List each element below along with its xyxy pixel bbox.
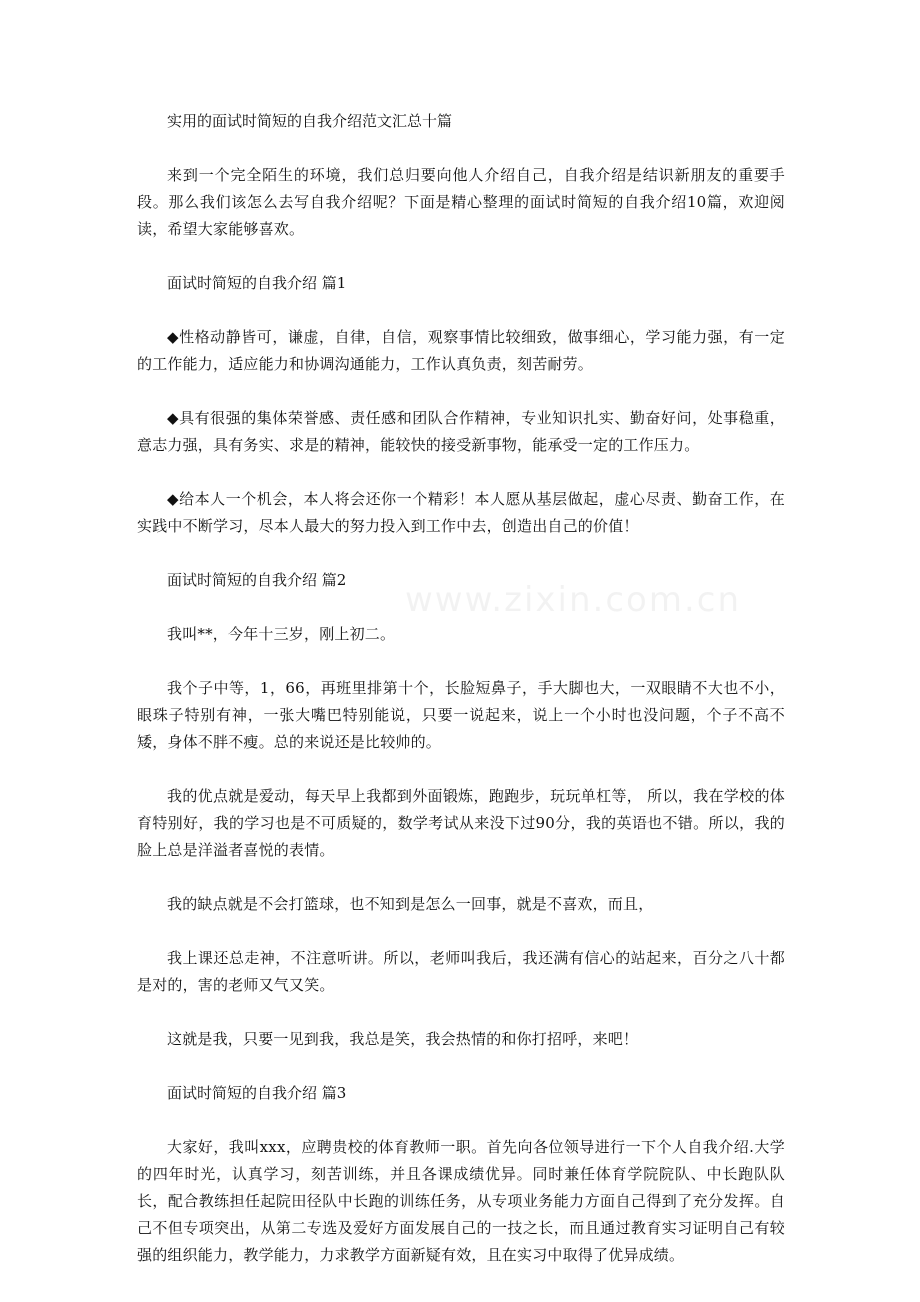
section-3-paragraph: 大家好，我叫xxx，应聘贵校的体育教师一职。首先向各位领导进行一下个人自我介绍.大学的四年时光，认真学习，刻苦训练，并且各课成绩优异。同时兼任体育学院院队、中长跑队队长，配合教练担任起院田径队中长跑的训练任务，从专项业务能力方面自己得到了充分发挥。自己不但专项突出，从第二专选及爱好方面发展自己的一技之长，而且通过教育实习证明自己有较强的组织能力，教学能力，力求教学方面新疑有效，且在实习中取得了优异成绩。: [137, 1138, 785, 1264]
section-2-paragraph: 我叫**，今年十三岁，刚上初二。: [167, 625, 396, 643]
section-heading-3: 面试时简短的自我介绍 篇3: [167, 1084, 347, 1102]
document-page: [137, 108, 785, 1296]
section-2-paragraph: 我上课还总走神，不注意听讲。所以，老师叫我后，我还满有信心的站起来，百分之八十都是对的，害的老师又气又笑。: [137, 949, 785, 994]
section-2-paragraph: 我个子中等，1，66，再班里排第十个，长脸短鼻子，手大脚也大，一双眼睛不大也不小，眼珠子特别有神，一张大嘴巴特别能说，只要一说起来，说上一个小时也没问题，个子不高不矮，身体不胖不瘦。总的来说还是比较帅的。: [137, 679, 785, 751]
section-1-paragraph: ◆具有很强的集体荣誉感、责任感和团队合作精神，专业知识扎实、勤奋好问，处事稳重，意志力强，具有务实、求是的精神，能较快的接受新事物，能承受一定的工作压力。: [137, 409, 785, 454]
section-1-paragraph: ◆性格动静皆可，谦虚，自律，自信，观察事情比较细致，做事细心，学习能力强，有一定的工作能力，适应能力和协调沟通能力，工作认真负责，刻苦耐劳。: [137, 328, 785, 373]
section-2-paragraph: 这就是我，只要一见到我，我总是笑，我会热情的和你打招呼，来吧！: [167, 1030, 639, 1048]
section-1-paragraph: ◆给本人一个机会，本人将会还你一个精彩！本人愿从基层做起，虚心尽责、勤奋工作，在实践中不断学习，尽本人最大的努力投入到工作中去，创造出自己的价值！: [137, 490, 785, 535]
document-title: 实用的面试时简短的自我介绍范文汇总十篇: [167, 112, 453, 130]
section-2-paragraph: 我的优点就是爱动，每天早上我都到外面锻炼，跑跑步，玩玩单杠等， 所以，我在学校的体育特别好，我的学习也是不可质疑的，数学考试从来没下过90分，我的英语也不错。所以，我的脸上总是洋溢者喜悦的表情。: [137, 787, 785, 859]
section-heading-1: 面试时简短的自我介绍 篇1: [167, 274, 347, 292]
section-2-paragraph: 我的缺点就是不会打篮球，也不知到是怎么一回事，就是不喜欢，而且，: [167, 895, 654, 913]
watermark: www.zixin.com.cn: [405, 580, 741, 620]
intro-paragraph: 来到一个完全陌生的环境，我们总归要向他人介绍自己，自我介绍是结识新朋友的重要手段。那么我们该怎么去写自我介绍呢？下面是精心整理的面试时简短的自我介绍10篇，欢迎阅读，希望大家能够喜欢。: [137, 166, 785, 238]
section-heading-2: 面试时简短的自我介绍 篇2: [167, 571, 347, 589]
